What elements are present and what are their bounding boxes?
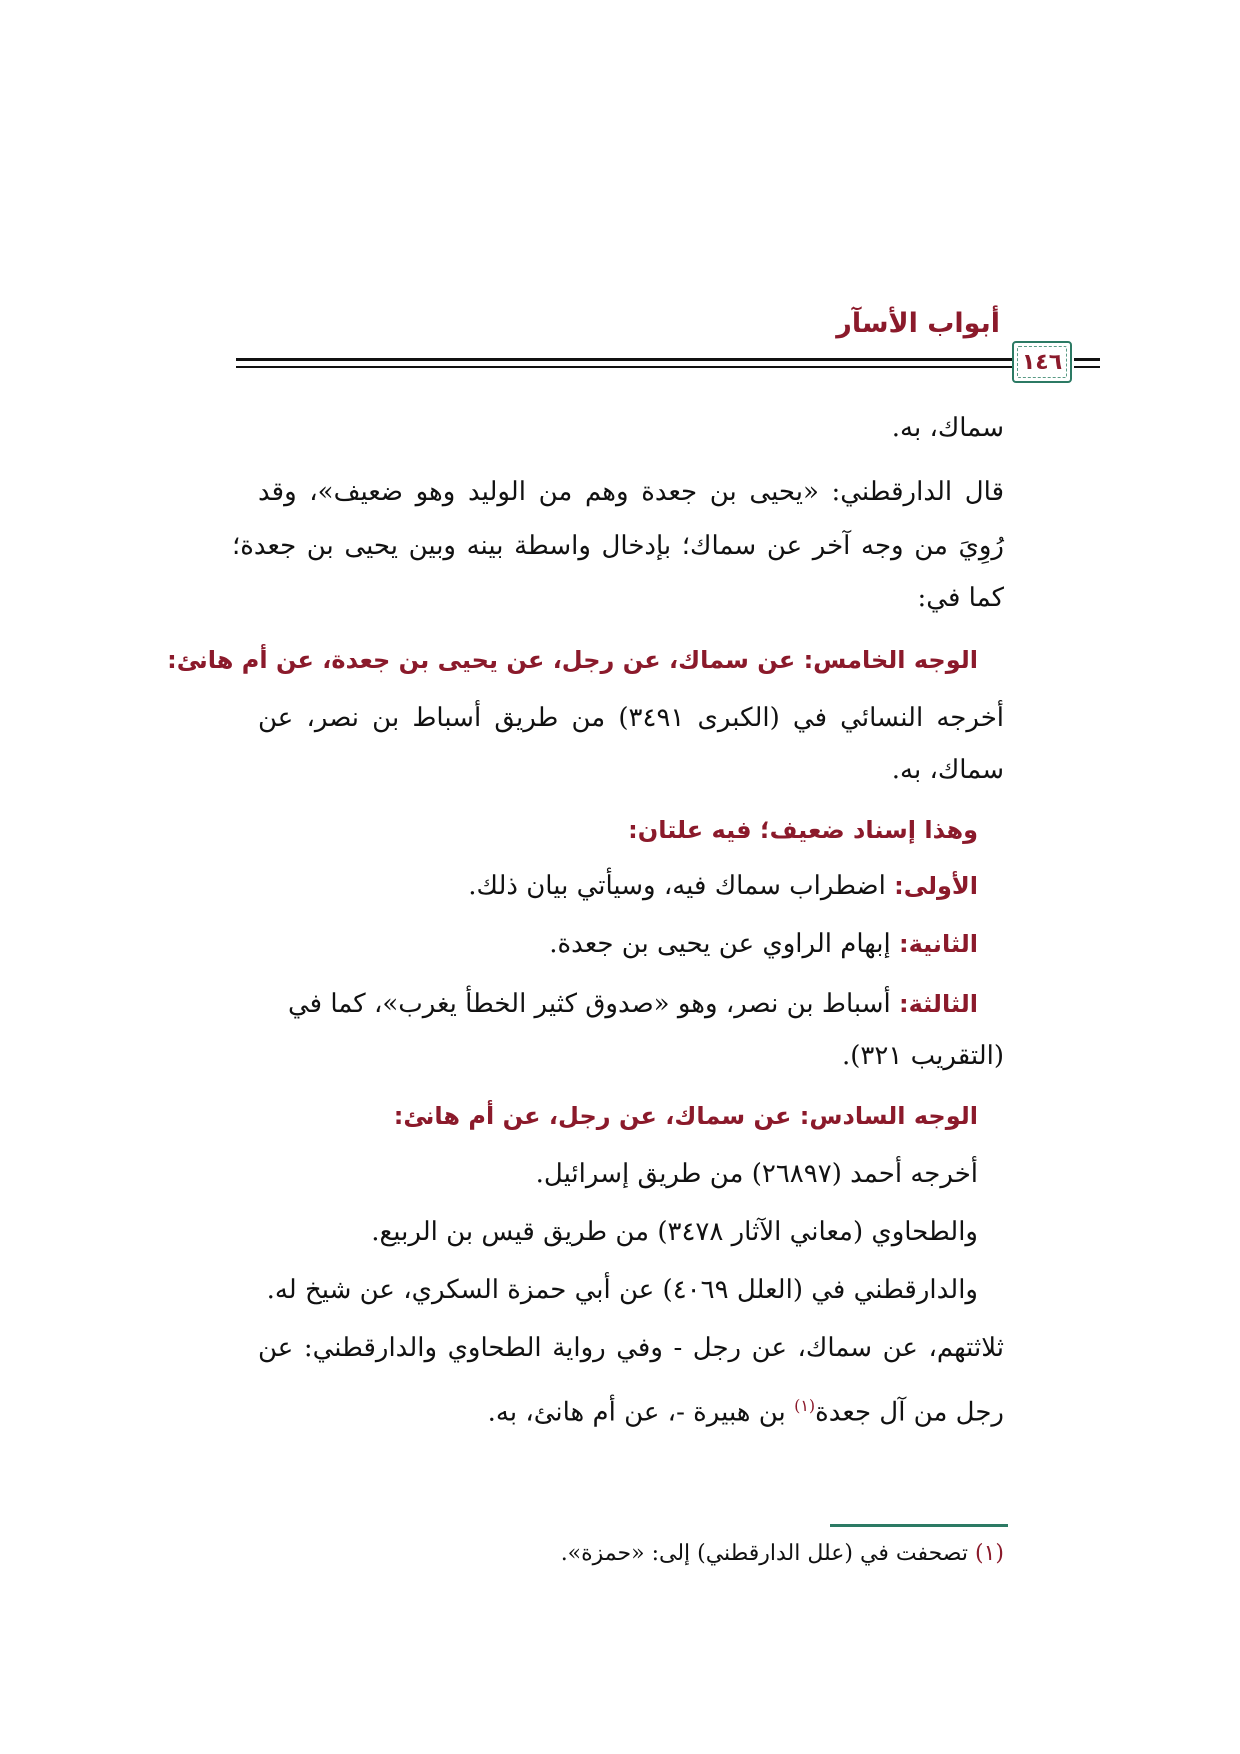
section-heading: الوجه الخامس: عن سماك، عن رجل، عن يحيى بن جعدة، عن أم هانئ: xyxy=(167,646,978,674)
running-title: أبواب الأسآر xyxy=(836,308,1000,339)
text-line: كما في: xyxy=(917,583,1004,613)
header-rule-top-right xyxy=(1074,358,1100,361)
point-text: اضطراب سماك فيه، وسيأتي بيان ذلك. xyxy=(468,871,895,901)
point-text: إبهام الراوي عن يحيى بن جعدة. xyxy=(549,929,899,959)
header-rule-top xyxy=(236,358,1014,361)
point-label: الثالثة: xyxy=(898,990,978,1018)
text-line: سماك، به. xyxy=(891,755,1004,785)
point-label: الأولى: xyxy=(894,872,978,900)
section-heading: وهذا إسناد ضعيف؛ فيه علتان: xyxy=(628,816,978,844)
text-line xyxy=(488,1386,1004,1433)
header-rule-bottom xyxy=(236,366,1014,368)
text-line: أخرجه النسائي في (الكبرى ٣٤٩١) من طريق أسباط بن نصر، عن xyxy=(258,703,1005,733)
text-line xyxy=(288,984,978,1024)
point-text: أسباط بن نصر، وهو «صدوق كثير الخطأ يغرب»، كما في xyxy=(287,989,899,1019)
text-line: ثلاثتهم، عن سماك، عن رجل - وفي رواية الطحاوي والدارقطني: عن xyxy=(258,1333,1004,1363)
footnote-text: تصحفت في (علل الدارقطني) إلى: «حمزة». xyxy=(560,1541,975,1566)
page-number-badge xyxy=(1012,341,1072,383)
text-line: قال الدارقطني: «يحيى بن جعدة وهم من الوليد وهو ضعيف»، وقد xyxy=(258,477,1004,507)
footnote-marker: (١) xyxy=(794,1396,816,1415)
text-fragment: بن هبيرة -، عن أم هانئ، به. xyxy=(487,1397,795,1428)
text-line: رُوِيَ من وجه آخر عن سماك؛ بإدخال واسطة بينه وبين يحيى بن جعدة؛ xyxy=(232,531,1004,561)
text-line: أخرجه أحمد (٢٦٨٩٧) من طريق إسرائيل. xyxy=(535,1159,978,1189)
footnote-number: (١) xyxy=(974,1541,1004,1566)
text-line: سماك، به. xyxy=(891,413,1004,443)
text-fragment: رجل من آل جعدة xyxy=(815,1397,1004,1428)
section-heading: الوجه السادس: عن سماك، عن رجل، عن أم هانئ: xyxy=(393,1102,978,1130)
text-line: (التقريب ٣٢١). xyxy=(842,1041,1004,1071)
footnote xyxy=(561,1537,1004,1571)
text-line: والدارقطني في (العلل ٤٠٦٩) عن أبي حمزة السكري، عن شيخ له. xyxy=(266,1275,978,1305)
header-rule-bottom-right xyxy=(1074,366,1100,368)
text-line xyxy=(549,924,978,964)
footnote-divider xyxy=(830,1524,1008,1527)
text-line xyxy=(468,866,978,906)
page-number: ١٤٦ xyxy=(1021,349,1063,375)
point-label: الثانية: xyxy=(898,930,978,958)
text-line: والطحاوي (معاني الآثار ٣٤٧٨) من طريق قيس بن الربيع. xyxy=(371,1217,978,1247)
